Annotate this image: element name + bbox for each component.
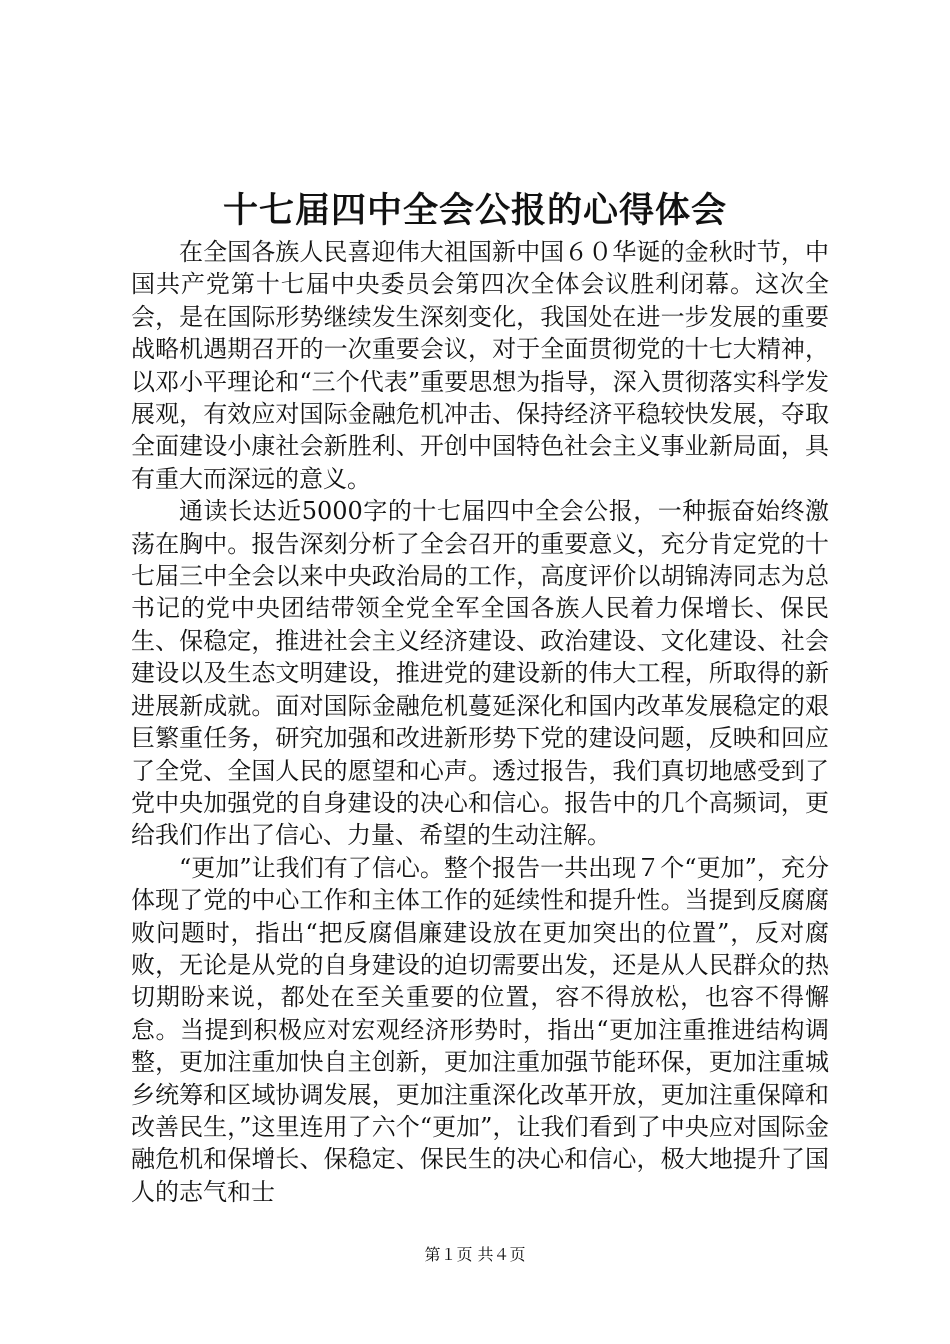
paragraph-1: 在全国各族人民喜迎伟大祖国新中国６０华诞的金秋时节，中国共产党第十七届中央委员会第四次全体会议胜利闭幕。这次全会，是在国际形势继续发生深刻变化，我国处在进一步发展的重要战略机遇期召开的一次重要会议，对于全面贯彻党的十七大精神，以邓小平理论和“三个代表”重要思想为指导，深入贯彻落实科学发展观，有效应对国际金融危机冲击、保持经济平稳较快发展，夺取全面建设小康社会新胜利、开创中国特色社会主义事业新局面，具有重大而深远的意义。 [131, 238, 829, 493]
document-title: 十七届四中全会公报的心得体会 [222, 190, 727, 231]
paragraph-3: “更加”让我们有了信心。整个报告一共出现７个“更加”，充分体现了党的中心工作和主体工作的延续性和提升性。当提到反腐腐败问题时，指出“把反腐倡廉建设放在更加突出的位置”，反对腐败，无论是从党的自身建设的迫切需要出发，还是从人民群众的热切期盼来说，都处在至关重要的位置，容不得放松，也容不得懈怠。当提到积极应对宏观经济形势时，指出“更加注重推进结构调整，更加注重加快自主创新，更加注重加强节能环保，更加注重城乡统筹和区域协调发展，更加注重深化改革开放，更加注重保障和改善民生，”这里连用了六个“更加”，让我们看到了中央应对国际金融危机和保增长、保稳定、保民生的决心和信心，极大地提升了国人的志气和士 [131, 853, 829, 1206]
document-body [131, 236, 829, 1208]
page-footer: 第１页 共４页 [424, 1245, 526, 1264]
paragraph-2: 通读长达近5000字的十七届四中全会公报，一种振奋始终激荡在胸中。报告深刻分析了全会召开的重要意义，充分肯定党的十七届三中全会以来中央政治局的工作，高度评价以胡锦涛同志为总书记的党中央团结带领全党全军全国各族人民着力保增长、保民生、保稳定，推进社会主义经济建设、政治建设、文化建设、社会建设以及生态文明建设，推进党的建设新的伟大工程，所取得的新进展新成就。面对国际金融危机蔓延深化和国内改革发展稳定的艰巨繁重任务，研究加强和改进新形势下党的建设问题，反映和回应了全党、全国人民的愿望和心声。透过报告，我们真切地感受到了党中央加强党的自身建设的决心和信心。报告中的几个高频词，更给我们作出了信心、力量、希望的生动注解。 [131, 497, 829, 850]
